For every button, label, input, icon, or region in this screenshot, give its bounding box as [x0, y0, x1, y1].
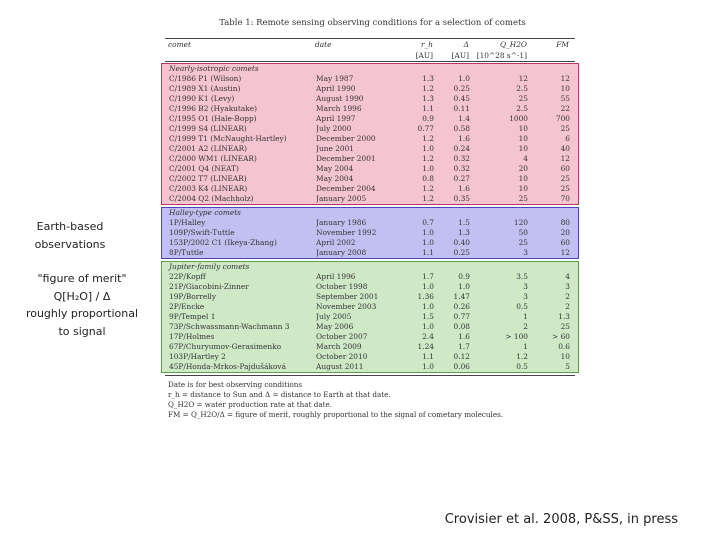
cell-rh: 1.0 [422, 164, 434, 173]
cell-qh2o: 3 [523, 282, 528, 291]
cell-fm: 12 [560, 248, 570, 257]
cell-delta: 0.32 [453, 164, 470, 173]
cell-rh: 1.2 [422, 184, 434, 193]
cell-date: October 2010 [316, 352, 368, 361]
table-row [166, 292, 574, 302]
cell-rh: 1.2 [422, 134, 434, 143]
cell-date: December 2000 [316, 134, 376, 143]
cell-qh2o: 1 [523, 312, 528, 321]
table-row [166, 194, 574, 204]
cell-comet: C/2001 Q4 (NEAT) [169, 164, 239, 173]
cell-rh: 1.3 [422, 74, 434, 83]
cell-delta: 0.25 [453, 84, 470, 93]
cell-qh2o: 10 [518, 144, 528, 153]
cell-delta: 1.6 [458, 332, 470, 341]
cell-delta: 0.77 [453, 312, 470, 321]
cell-rh: 1.1 [422, 104, 434, 113]
cell-date: November 2003 [316, 302, 377, 311]
cell-delta: 0.40 [453, 238, 470, 247]
group-title: Jupiter-family comets [169, 262, 250, 271]
cell-fm: 70 [560, 194, 570, 203]
cell-rh: 0.8 [422, 174, 434, 183]
header-qh2o: Q_H2O [500, 40, 527, 49]
cell-date: May 1987 [316, 74, 354, 83]
cell-rh: 0.7 [422, 218, 434, 227]
cell-fm: > 60 [552, 332, 570, 341]
cell-rh: 1.0 [422, 144, 434, 153]
cell-rh: 1.2 [422, 194, 434, 203]
cell-date: September 2001 [316, 292, 379, 301]
cell-qh2o: 10 [518, 124, 528, 133]
cell-qh2o: 0.5 [516, 302, 528, 311]
cell-comet: 153P/2002 C1 (Ikeya-Zhang) [169, 238, 277, 247]
cell-qh2o: 2 [523, 322, 528, 331]
cell-qh2o: 3.5 [516, 272, 528, 281]
cell-fm: 700 [555, 114, 570, 123]
cell-qh2o: 20 [518, 164, 528, 173]
cell-fm: 25 [560, 184, 570, 193]
cell-qh2o: 25 [518, 94, 528, 103]
cell-rh: 1.0 [422, 238, 434, 247]
table-header-row [165, 39, 575, 51]
unit-date [315, 51, 403, 61]
unit-delta: [AU] [451, 51, 469, 60]
cell-rh: 1.2 [422, 154, 434, 163]
cell-date: March 1996 [316, 104, 362, 113]
cell-fm: 10 [560, 84, 570, 93]
cell-fm: 0.6 [558, 342, 570, 351]
table-row [166, 94, 574, 104]
cell-date: May 2004 [316, 174, 354, 183]
side-note-line: roughly proportional [25, 307, 139, 321]
cell-qh2o: 120 [513, 218, 528, 227]
table-row [166, 228, 574, 238]
table-row [166, 362, 574, 372]
cell-comet: C/2000 WM1 (LINEAR) [169, 154, 257, 163]
cell-rh: 1.36 [417, 292, 434, 301]
cell-date: July 2005 [316, 312, 352, 321]
cell-fm: 60 [560, 164, 570, 173]
cell-comet: C/1995 O1 (Hale-Bopp) [169, 114, 257, 123]
cell-rh: 2.4 [422, 332, 434, 341]
note-line: Q_H2O = water production rate at that date. [168, 400, 333, 409]
cell-comet: C/1989 X1 (Austin) [169, 84, 241, 93]
cell-fm: 10 [560, 352, 570, 361]
cell-comet: C/1999 S4 (LINEAR) [169, 124, 247, 133]
table-row [166, 342, 574, 352]
cell-qh2o: 1 [523, 342, 528, 351]
cell-date: October 1998 [316, 282, 368, 291]
table-row [166, 248, 574, 258]
table-row [166, 272, 574, 282]
cell-rh: 1.2 [422, 84, 434, 93]
cell-delta: 0.12 [453, 352, 470, 361]
cell-comet: C/1990 K1 (Levy) [169, 94, 235, 103]
unit-qh2o: [10^28 s^-1] [476, 51, 527, 60]
table-row [166, 332, 574, 342]
cell-date: August 2011 [316, 362, 364, 371]
cell-qh2o: 25 [518, 194, 528, 203]
table-row [166, 154, 574, 164]
side-note-line: to signal [58, 324, 106, 338]
table-row [166, 134, 574, 144]
cell-fm: 25 [560, 174, 570, 183]
table-row [166, 124, 574, 134]
cell-rh: 1.0 [422, 282, 434, 291]
cell-delta: 1.3 [458, 228, 470, 237]
cell-date: March 2009 [316, 342, 362, 351]
cell-delta: 0.32 [453, 154, 470, 163]
cell-date: October 2007 [316, 332, 368, 341]
table-row [166, 218, 574, 228]
cell-qh2o: 10 [518, 184, 528, 193]
cell-delta: 1.6 [458, 134, 470, 143]
table-row [166, 174, 574, 184]
cell-fm: 25 [560, 124, 570, 133]
cell-date: June 2001 [316, 144, 355, 153]
cell-date: April 2002 [316, 238, 356, 247]
table-notes [165, 380, 575, 420]
cell-rh: 1.0 [422, 322, 434, 331]
note-line: FM = Q_H2O/Δ = figure of merit, roughly proportional to the signal of cometary molecules. [168, 410, 504, 419]
cell-qh2o: 2.5 [516, 104, 528, 113]
table-units-row [165, 51, 575, 61]
group-nearly-isotropic [161, 63, 579, 205]
cell-fm: 2 [565, 292, 570, 301]
cell-comet: C/2004 Q2 (Machholz) [169, 194, 254, 203]
cell-delta: 1.5 [458, 218, 470, 227]
unit-fm [527, 51, 572, 61]
cell-rh: 1.1 [422, 352, 434, 361]
table-row [166, 184, 574, 194]
group-jupiter-family [161, 261, 579, 373]
header-date: date [315, 40, 332, 49]
table-row [166, 282, 574, 292]
cell-fm: 5 [565, 362, 570, 371]
cell-fm: 25 [560, 322, 570, 331]
cell-delta: 0.58 [453, 124, 470, 133]
cell-delta: 0.26 [453, 302, 470, 311]
table-caption: Table 1: Remote sensing observing conditions for a selection of comets [219, 18, 526, 28]
side-note-figure-of-merit [18, 270, 146, 340]
cell-qh2o: 50 [518, 228, 528, 237]
cell-qh2o: 10 [518, 134, 528, 143]
cell-delta: 1.0 [458, 74, 470, 83]
cell-fm: 12 [560, 74, 570, 83]
cell-comet: 103P/Hartley 2 [169, 352, 226, 361]
cell-delta: 0.35 [453, 194, 470, 203]
cell-fm: 1.3 [558, 312, 570, 321]
cell-fm: 20 [560, 228, 570, 237]
cell-rh: 1.24 [417, 342, 434, 351]
cell-date: July 2000 [316, 124, 352, 133]
cell-fm: 4 [565, 272, 570, 281]
cell-rh: 1.3 [422, 94, 434, 103]
cell-comet: 109P/Swift-Tuttle [169, 228, 235, 237]
cell-date: April 1990 [316, 84, 356, 93]
table-row [166, 322, 574, 332]
table-row [166, 352, 574, 362]
cell-rh: 1.0 [422, 362, 434, 371]
table-row [166, 144, 574, 154]
unit-rh: [AU] [415, 51, 433, 60]
cell-comet: 21P/Giacobini-Zinner [169, 282, 249, 291]
cell-fm: 60 [560, 238, 570, 247]
cell-date: August 1990 [316, 94, 364, 103]
cell-delta: 0.24 [453, 144, 470, 153]
cell-fm: 40 [560, 144, 570, 153]
cell-comet: 19P/Borrelly [169, 292, 217, 301]
cell-fm: 22 [560, 104, 570, 113]
cell-date: April 1997 [316, 114, 356, 123]
cell-date: November 1992 [316, 228, 377, 237]
cell-date: January 2005 [316, 194, 367, 203]
group-halley-type [161, 207, 579, 259]
cell-comet: 22P/Kopff [169, 272, 206, 281]
cell-comet: C/2002 T7 (LINEAR) [169, 174, 247, 183]
cell-delta: 1.47 [453, 292, 470, 301]
cell-comet: C/2001 A2 (LINEAR) [169, 144, 248, 153]
cell-delta: 0.9 [458, 272, 470, 281]
cell-qh2o: 10 [518, 174, 528, 183]
table-row [166, 104, 574, 114]
cell-comet: 67P/Churyumov-Gerasimenko [169, 342, 282, 351]
cell-comet: C/1986 P1 (Wilson) [169, 74, 242, 83]
table-row [166, 164, 574, 174]
cell-fm: 80 [560, 218, 570, 227]
cell-delta: 1.0 [458, 282, 470, 291]
cell-rh: 1.0 [422, 228, 434, 237]
cell-qh2o: 3 [523, 248, 528, 257]
header-fm: FM [556, 40, 569, 49]
cell-comet: C/2003 K4 (LINEAR) [169, 184, 248, 193]
cell-qh2o: 0.5 [516, 362, 528, 371]
header-rule [165, 61, 575, 62]
header-rh: r_h [421, 40, 433, 49]
cell-fm: 6 [565, 134, 570, 143]
cell-comet: C/1996 B2 (Hyakutake) [169, 104, 258, 113]
note-line: r_h = distance to Sun and Δ = distance to Earth at that date. [168, 390, 391, 399]
cell-qh2o: 1000 [509, 114, 528, 123]
cell-date: January 1986 [316, 218, 367, 227]
cell-delta: 1.6 [458, 184, 470, 193]
cell-comet: 2P/Encke [169, 302, 205, 311]
cell-fm: 12 [560, 154, 570, 163]
comet-table [165, 18, 575, 420]
cell-delta: 1.4 [458, 114, 470, 123]
cell-qh2o: 2.5 [516, 84, 528, 93]
cell-qh2o: 3 [523, 292, 528, 301]
cell-qh2o: 25 [518, 238, 528, 247]
cell-comet: 1P/Halley [169, 218, 206, 227]
cell-rh: 1.5 [422, 312, 434, 321]
table-row [166, 302, 574, 312]
cell-comet: 45P/Honda-Mrkos-Pajdušáková [169, 362, 287, 371]
unit-comet [165, 51, 315, 61]
cell-date: May 2006 [316, 322, 354, 331]
cell-date: December 2004 [316, 184, 376, 193]
bottom-rule [165, 375, 575, 376]
cell-fm: 3 [565, 282, 570, 291]
table-row [166, 114, 574, 124]
table-row [166, 312, 574, 322]
cell-qh2o: 4 [523, 154, 528, 163]
cell-fm: 2 [565, 302, 570, 311]
note-line: Date is for best observing conditions [168, 380, 303, 389]
cell-date: December 2001 [316, 154, 376, 163]
table-row [166, 84, 574, 94]
cell-comet: 73P/Schwassmann-Wachmann 3 [169, 322, 290, 331]
cell-date: January 2008 [316, 248, 367, 257]
cell-comet: 17P/Holmes [169, 332, 215, 341]
cell-comet: C/1999 T1 (McNaught-Hartley) [169, 134, 287, 143]
header-delta: Δ [463, 40, 469, 49]
side-note-line: "figure of merit" [37, 272, 127, 285]
cell-qh2o: 1.2 [516, 352, 528, 361]
side-note-line: Earth-based [36, 220, 104, 233]
cell-delta: 0.08 [453, 322, 470, 331]
cell-delta: 0.25 [453, 248, 470, 257]
cell-qh2o: 12 [518, 74, 528, 83]
cell-delta: 0.11 [453, 104, 470, 113]
group-title: Halley-type comets [169, 208, 241, 217]
cell-delta: 1.7 [458, 342, 470, 351]
cell-comet: 9P/Tempel 1 [169, 312, 216, 321]
cell-fm: 55 [560, 94, 570, 103]
group-title: Nearly-isotropic comets [169, 64, 259, 73]
side-note-line: observations [34, 237, 106, 251]
cell-comet: 8P/Tuttle [169, 248, 204, 257]
side-note-earth-based [20, 218, 120, 253]
cell-rh: 1.1 [422, 248, 434, 257]
cell-rh: 1.0 [422, 302, 434, 311]
citation-credit: Crovisier et al. 2008, P&SS, in press [444, 512, 678, 527]
cell-delta: 0.27 [453, 174, 470, 183]
cell-qh2o: > 100 [505, 332, 528, 341]
cell-delta: 0.06 [453, 362, 470, 371]
cell-rh: 0.77 [417, 124, 434, 133]
side-note-line: Q[H₂O] / Δ [53, 289, 111, 303]
cell-delta: 0.45 [453, 94, 470, 103]
header-comet: comet [168, 40, 191, 49]
table-row [166, 238, 574, 248]
cell-date: May 2004 [316, 164, 354, 173]
cell-date: April 1996 [316, 272, 356, 281]
cell-rh: 0.9 [422, 114, 434, 123]
table-row [166, 74, 574, 84]
cell-rh: 1.7 [422, 272, 434, 281]
